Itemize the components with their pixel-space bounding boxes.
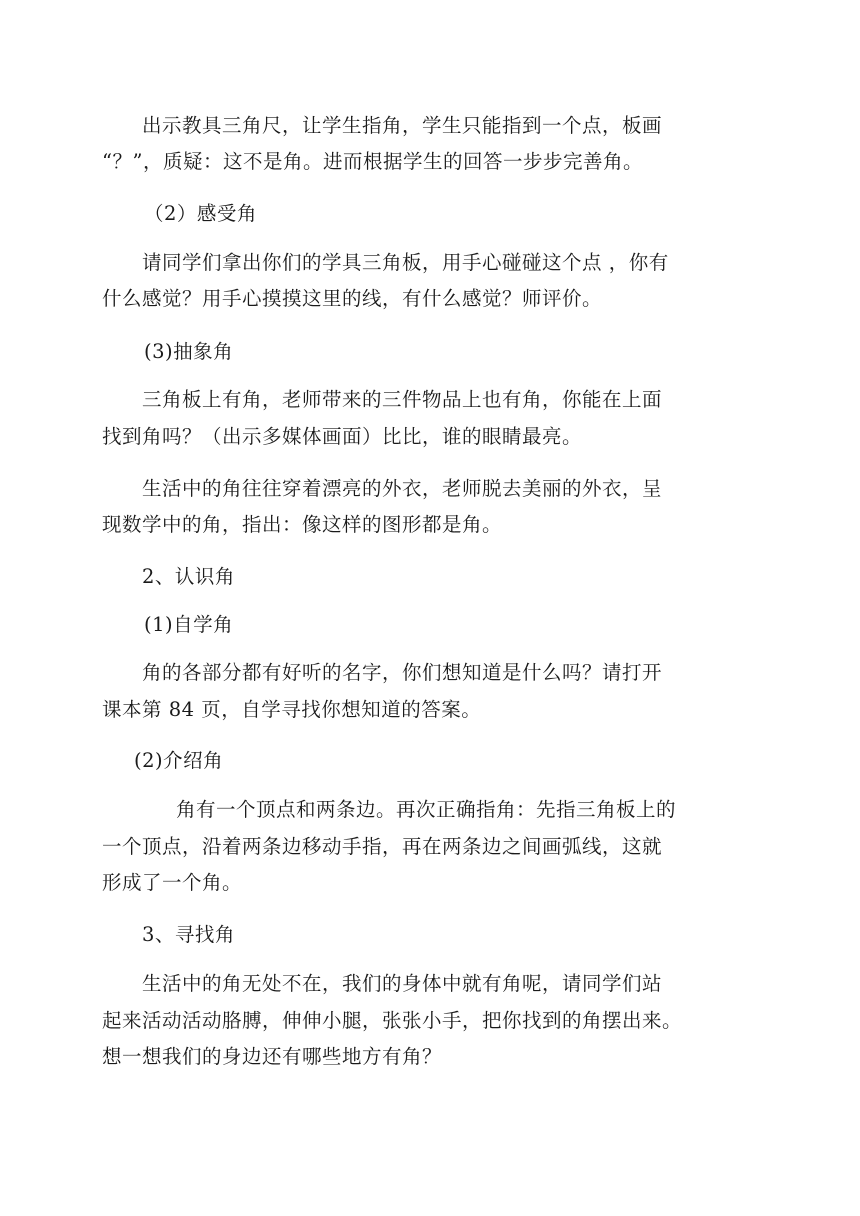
section-heading-introduce-angle: (2)介绍角: [134, 749, 224, 772]
section-heading-find-angle: 3、寻找角: [142, 923, 235, 946]
paragraph-6-line-2: 一个顶点，沿着两条边移动手指，再在两条边之间画弧线，这就: [102, 835, 663, 858]
paragraph-7-line-1: 生活中的角无处不在，我们的身体中就有角呢，请同学们站: [142, 972, 663, 995]
paragraph-7-line-2: 起来活动活动胳膊，伸伸小腿，张张小手，把你找到的角摆出来。: [102, 1009, 683, 1032]
paragraph-7-line-3: 想一想我们的身边还有哪些地方有角？: [102, 1045, 443, 1068]
paragraph-1-line-1: 出示教具三角尺，让学生指角，学生只能指到一个点，板画: [142, 114, 663, 137]
paragraph-3-line-2: 找到角吗？（出示多媒体画面）比比，谁的眼睛最亮。: [102, 425, 583, 448]
section-heading-feel-angle: （2）感受角: [144, 202, 257, 225]
paragraph-4-line-1: 生活中的角往往穿着漂亮的外衣，老师脱去美丽的外衣，呈: [142, 477, 663, 500]
section-heading-abstract-angle: (3)抽象角: [144, 340, 234, 363]
section-heading-self-study-angle: (1)自学角: [144, 613, 234, 636]
paragraph-4-line-2: 现数学中的角，指出：像这样的图形都是角。: [102, 513, 503, 536]
paragraph-5-line-2: 课本第 84 页，自学寻找你想知道的答案。: [102, 698, 482, 721]
paragraph-2-line-2: 什么感觉？用手心摸摸这里的线，有什么感觉？师评价。: [102, 287, 603, 310]
paragraph-6-line-1: 角有一个顶点和两条边。再次正确指角：先指三角板上的: [176, 798, 677, 821]
paragraph-2-line-1: 请同学们拿出你们的学具三角板，用手心碰碰这个点 ，你有: [142, 251, 669, 274]
paragraph-6-line-3: 形成了一个角。: [102, 871, 243, 894]
paragraph-3-line-1: 三角板上有角，老师带来的三件物品上也有角，你能在上面: [142, 388, 663, 411]
paragraph-1-line-2: “？”，质疑：这不是角。进而根据学生的回答一步步完善角。: [102, 150, 643, 173]
paragraph-5-line-1: 角的各部分都有好听的名字，你们想知道是什么吗？请打开: [142, 661, 663, 684]
section-heading-recognize-angle: 2、认识角: [142, 565, 235, 588]
